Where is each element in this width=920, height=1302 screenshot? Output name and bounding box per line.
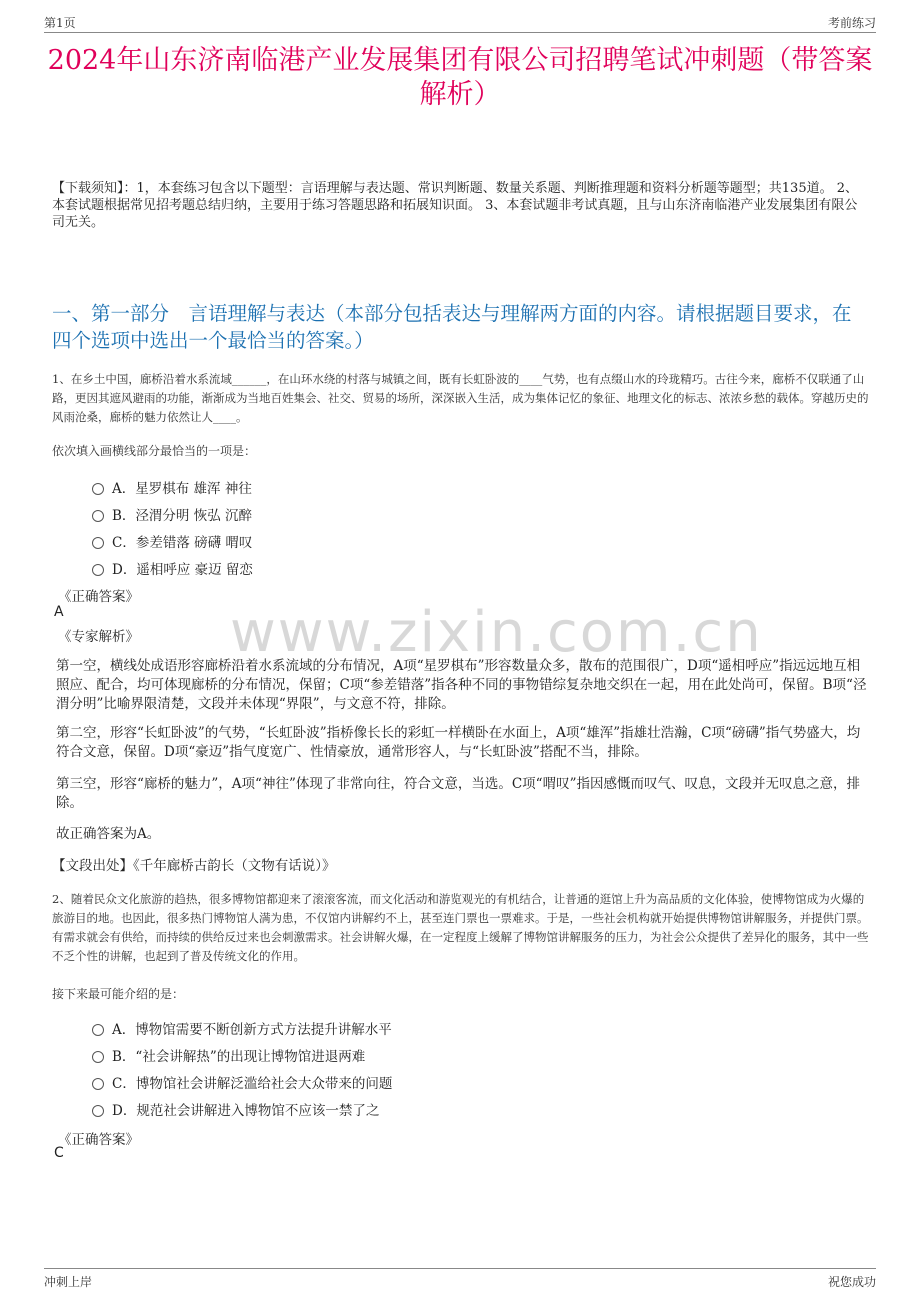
option-label: C．参差错落 磅礴 喟叹: [112, 535, 253, 551]
q2-option-c[interactable]: [92, 1072, 392, 1092]
radio-icon[interactable]: [92, 564, 104, 576]
option-label: B．“社会讲解热”的出现让博物馆进退两难: [112, 1049, 366, 1065]
q1-option-d[interactable]: [92, 558, 253, 578]
q1-option-b[interactable]: [92, 504, 252, 524]
q2-answer-label: 《正确答案》: [58, 1132, 139, 1148]
option-label: C．博物馆社会讲解泛滥给社会大众带来的问题: [112, 1076, 393, 1092]
q1-analysis-paragraph: 第一空，横线处成语形容廊桥沿着水系流域的分布情况，A项“星罗棋布”形容数量众多，散布的范围很广，D项“遥相呼应”指远远地互相照应、配合，均可体现廊桥的分布情况，保留；C项“参差错落”指各种不同的事物错综复杂地交织在一起，用在此处尚可，保留。B项“泾渭分明”比喻界限清楚，文段并未体现“界限”，与文意不符，排除。: [56, 658, 867, 712]
option-label: B．泾渭分明 恢弘 沉醉: [112, 508, 253, 524]
radio-icon[interactable]: [92, 537, 104, 549]
watermark: www.zixin.com.cn: [230, 600, 763, 665]
question-2-prompt: 接下来最可能介绍的是：: [52, 987, 185, 1001]
option-label: A．星罗棋布 雄浑 神往: [112, 481, 252, 497]
q1-conclusion: 故正确答案为A。: [56, 826, 161, 842]
radio-icon[interactable]: [92, 1078, 104, 1090]
q1-analysis-paragraph: 第三空，形容“廊桥的魅力”，A项“神往”体现了非常向往，符合文意，当选。C项“喟叹”指因感慨而叹气、叹息，文段并无叹息之意，排除。: [56, 776, 860, 811]
option-label: D．遥相呼应 豪迈 留恋: [112, 562, 253, 578]
option-label: D．规范社会讲解进入博物馆不应该一禁了之: [112, 1103, 380, 1119]
question-1-prompt: 依次填入画横线部分最恰当的一项是：: [52, 444, 257, 458]
q2-option-b[interactable]: [92, 1045, 365, 1065]
radio-icon[interactable]: [92, 510, 104, 522]
page-footer: [44, 1268, 876, 1292]
question-1-stem: 1、在乡土中国，廊桥沿着水系流域______，在山环水绕的村落与城镇之间，既有长虹卧波的____气势，也有点缀山水的玲珑精巧。古往今来，廊桥不仅联通了山路，更因其遮风避雨的功能，渐渐成为当地百姓集会、社交、贸易的场所，深深嵌入生活，成为集体记忆的象征、地理文化的标志、浓浓乡愁的载体。穿越历史的风雨沧桑，廊桥的魅力依然让人____。: [52, 372, 869, 424]
q1-answer-label: 《正确答案》: [58, 589, 139, 605]
radio-icon[interactable]: [92, 1051, 104, 1063]
download-notice: 【下载须知】：1，本套练习包含以下题型：言语理解与表达题、常识判断题、数量关系题、判断推理题和资料分析题等题型；共135道。 2、本套试题根据常见招考题总结归纳，主要用于练习答题思路和拓展知识面。 3、本套试题非考试真题，且与山东济南临港产业发展集团有限公司无关。: [52, 181, 858, 230]
option-label: A．博物馆需要不断创新方式方法提升讲解水平: [112, 1022, 392, 1038]
page-number: 第1页: [44, 16, 76, 30]
section-heading: 一、第一部分 言语理解与表达（本部分包括表达与理解两方面的内容。请根据题目要求，在四个选项中选出一个最恰当的答案。）: [52, 302, 852, 352]
radio-icon[interactable]: [92, 1105, 104, 1117]
footer-right: 祝您成功: [827, 1275, 876, 1289]
document-title: 2024年山东济南临港产业发展集团有限公司招聘笔试冲刺题（带答案解析）: [47, 45, 873, 110]
radio-icon[interactable]: [92, 1024, 104, 1036]
header-tag: 考前练习: [827, 16, 876, 30]
q1-analysis-label: 《专家解析》: [58, 629, 139, 645]
q1-option-a[interactable]: [92, 477, 252, 497]
q1-analysis-paragraph: 第二空，形容“长虹卧波”的气势，“长虹卧波”指桥像长长的彩虹一样横卧在水面上，A项“雄浑”指雄壮浩瀚，C项“磅礴”指气势盛大，均符合文意，保留。D项“豪迈”指气度宽广、性情豪放，通常形容人，与“长虹卧波”搭配不当，排除。: [56, 725, 861, 760]
question-2-stem: 2、随着民众文化旅游的趋热，很多博物馆都迎来了滚滚客流，而文化活动和游览观光的有机结合，让普通的逛馆上升为高品质的文化体验，使博物馆成为火爆的旅游目的地。也因此，很多热门博物馆人满为患，不仅馆内讲解约不上，甚至连门票也一票难求。于是，一些社会机构就开始提供博物馆讲解服务，并提供门票。有需求就会有供给，而持续的供给反过来也会刺激需求。社会讲解火爆，在一定程度上缓解了博物馆讲解服务的压力，为社会公众提供了差异化的服务，其中一些不乏个性的讲解，也起到了普及传统文化的作用。: [52, 892, 869, 963]
q1-option-c[interactable]: [92, 531, 252, 551]
q1-source: 【文段出处】《千年廊桥古韵长（文物有话说）》: [52, 858, 336, 874]
q2-answer: C: [54, 1145, 64, 1161]
footer-left: 冲刺上岸: [44, 1275, 93, 1289]
q2-option-d[interactable]: [92, 1099, 379, 1119]
q1-answer: A: [54, 604, 64, 620]
radio-icon[interactable]: [92, 483, 104, 495]
page-header: [44, 14, 876, 33]
q2-option-a[interactable]: [92, 1018, 392, 1038]
